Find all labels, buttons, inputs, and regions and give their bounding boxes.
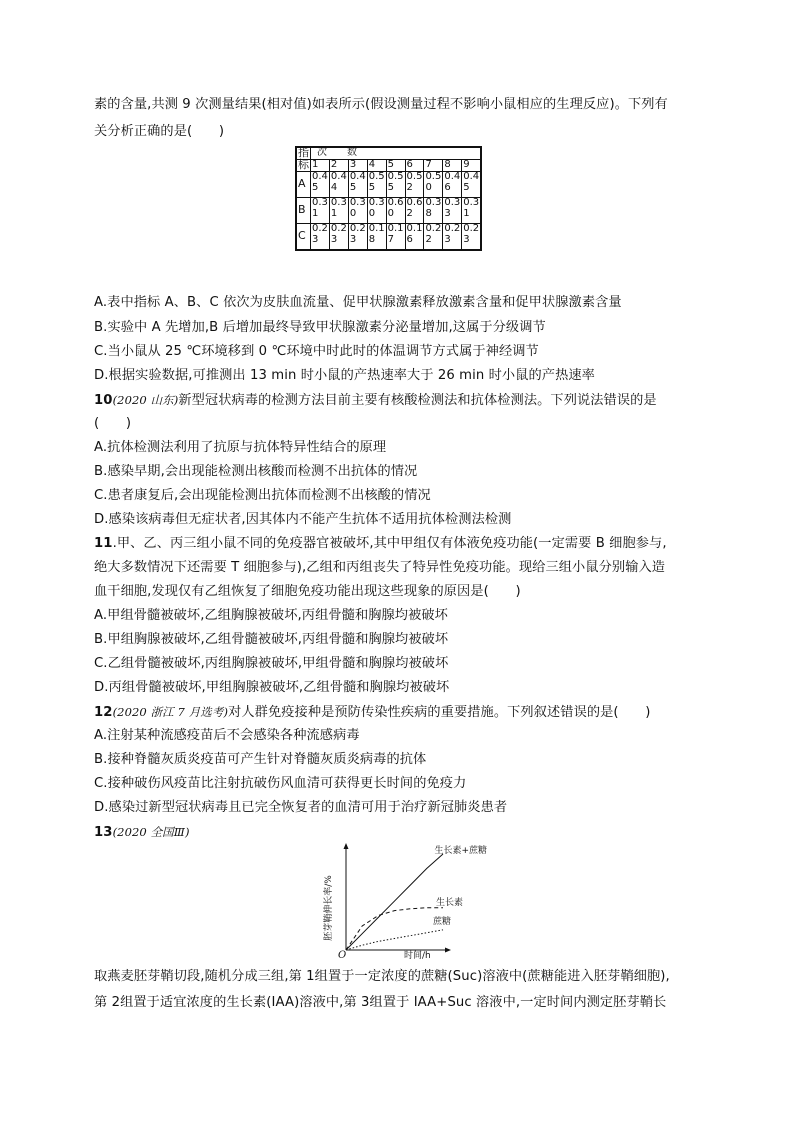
table-cell [443, 224, 462, 251]
table-body [296, 172, 481, 251]
table-cell-line-1: 0.2 [312, 223, 328, 234]
q9-option-a: A.表中指标 A、B、C 依次为皮肤血流量、促甲状腺激素释放激素含量和促甲状腺激素含量 [94, 295, 622, 310]
table-column-header: 3 [348, 160, 367, 172]
table-row [296, 224, 481, 251]
table-cell-line-1: 0.3 [425, 197, 442, 208]
chart-x-axis-arrow [445, 948, 451, 953]
q10-option-c: C.患者康复后,会出现能检测出抗体而检测不出核酸的情况 [94, 488, 431, 503]
table-cell-line-2: 3 [444, 207, 451, 219]
table-cell [462, 224, 481, 251]
q11-stem-line-1 [94, 535, 667, 553]
q10-option-b: B.感染早期,会出现能检测出核酸而检测不出抗体的情况 [94, 464, 418, 479]
q12-option-a: A.注射某种流感疫苗后不会感染各种流感病毒 [94, 728, 360, 743]
q13-source: (2020 全国Ⅲ) [112, 825, 190, 839]
table-cell [348, 224, 367, 251]
q9-option-d: D.根据实验数据,可推测出 13 min 时小鼠的产热速率大于 26 min 时小鼠的产热速率 [94, 368, 595, 383]
q10-stem-line-2: ( ) [94, 416, 132, 431]
q11-option-b: B.甲组胸腺被破坏,乙组骨髓被破坏,丙组骨髓和胸腺均被破坏 [94, 632, 449, 647]
table-row [296, 172, 481, 198]
table-cell-line-2: 3 [312, 233, 319, 245]
table-cell-line-1: 0.5 [425, 171, 442, 182]
table-cell-line-2: 6 [406, 233, 413, 245]
table-cell-line-2: 5 [463, 181, 470, 193]
table-row [296, 198, 481, 224]
table-cell-line-2: 4 [330, 181, 338, 193]
table-header-label: 次 数 [311, 147, 482, 160]
table-cell-line-2: 8 [425, 207, 432, 219]
q10-option-d: D.感染该病毒但无症状者,因其体内不能产生抗体不适用抗体检测法检测 [94, 512, 512, 527]
series-line-3 [346, 930, 443, 950]
measurement-table [295, 146, 482, 251]
table-cell-line-2: 5 [312, 181, 319, 193]
q12-source: (2020 浙江 7 月选考) [112, 705, 229, 719]
table-cell [462, 198, 481, 224]
table-cell-line-2: 5 [368, 181, 376, 193]
table-cell-line-1: 0.4 [312, 171, 328, 182]
chart-x-axis-label: 时间/h [404, 951, 431, 960]
table-cell-line-1: 0.2 [425, 223, 442, 234]
table-cell-line-1: 0.4 [444, 171, 461, 182]
table-cell [405, 198, 424, 224]
q11-option-c: C.乙组骨髓被破坏,丙组胸腺被破坏,甲组骨髓和胸腺均被破坏 [94, 656, 449, 671]
table-cell [311, 224, 330, 251]
table-cell-line-1: 0.2 [463, 223, 480, 234]
q13-stem [94, 823, 190, 842]
table-cell-line-2: 6 [444, 181, 451, 193]
table-cell [329, 198, 348, 224]
q11-option-a: A.甲组骨髓被破坏,乙组胸腺被破坏,丙组骨髓和胸腺均被破坏 [94, 608, 448, 623]
table-cell [367, 198, 386, 224]
q13-text-line-1: 取燕麦胚芽鞘切段,随机分成三组,第 1组置于一定浓度的蔗糖(Suc)溶液中(蔗糖能进入胚芽鞘细胞), [94, 969, 670, 984]
chart-origin-label: O [338, 950, 347, 960]
table-cell-line-1: 0.2 [349, 223, 366, 234]
table-cell-line-2: 0 [387, 207, 394, 219]
table-cell [348, 198, 367, 224]
table-cell-line-1: 0.1 [387, 223, 404, 234]
q10-option-a: A.抗体检测法利用了抗原与抗体特异性结合的原理 [94, 440, 387, 455]
table-cell-line-2: 0 [368, 207, 376, 219]
table-cell-line-2: 5 [349, 181, 357, 193]
q10-stem-text: 新型冠状病毒的检测方法目前主要有核酸检测法和抗体检测法。下列说法错误的是 [178, 393, 657, 408]
q9-stem-line-1: 素的含量,共测 9 次测量结果(相对值)如表所示(假设测量过程不影响小鼠相应的生理反应)。下列有 [94, 97, 668, 112]
table-cell-line-2: 2 [425, 233, 432, 245]
chart-series-group [346, 844, 487, 950]
table-cell [405, 224, 424, 251]
table-cell [348, 172, 367, 198]
table-cell-line-2: 1 [330, 207, 338, 219]
table-cell-line-1: 0.2 [330, 223, 347, 234]
table-cell-line-2: 3 [463, 233, 470, 245]
table-cell-line-1: 0.4 [463, 171, 480, 182]
table-cell-line-1: 0.4 [330, 171, 347, 182]
q11-number: 11 [94, 536, 113, 551]
growth-rate-chart [318, 840, 488, 960]
table-cell-line-1: 0.5 [406, 171, 423, 182]
table-cell [329, 224, 348, 251]
table-column-header: 8 [443, 160, 462, 172]
table-cell-line-2: 0 [425, 181, 432, 193]
table-cell-line-1: 0.5 [368, 171, 385, 182]
table-row-label: C [296, 224, 311, 251]
table-column-header: 7 [424, 160, 443, 172]
table-cell-line-2: 3 [349, 233, 357, 245]
chart-y-axis-arrow [344, 843, 349, 849]
q11-option-d: D.丙组骨髓被破坏,甲组胸腺被破坏,乙组骨髓和胸腺均被破坏 [94, 680, 450, 695]
table-cell-line-1: 0.4 [349, 171, 366, 182]
q10-number: 10 [94, 393, 113, 408]
q13-text-line-2: 第 2组置于适宜浓度的生长素(IAA)溶液中,第 3组置于 IAA+Suc 溶液中,一定时间内测定胚芽鞘长 [94, 995, 667, 1010]
table-row-label: A [296, 172, 311, 198]
series-line-1 [346, 854, 443, 950]
table-cell-line-2: 3 [444, 233, 451, 245]
table-cell-line-2: 2 [406, 207, 413, 219]
table-cell-line-1: 0.3 [463, 197, 480, 208]
table-corner-top: 指 [298, 146, 309, 160]
table-cell-line-1: 0.1 [368, 223, 385, 234]
series-label-1: 生长素+蔗糖 [434, 846, 487, 856]
table-cell-line-2: 3 [330, 233, 338, 245]
q12-option-b: B.接种脊髓灰质炎疫苗可产生针对脊髓灰质炎病毒的抗体 [94, 752, 427, 767]
table-cell [386, 172, 405, 198]
table-column-header: 1 [311, 160, 330, 172]
table-corner-bottom: 标 [298, 158, 309, 172]
table-column-header: 6 [405, 160, 424, 172]
table-cell-line-1: 0.3 [368, 197, 385, 208]
q10-source: (2020 山东) [112, 393, 179, 407]
q13-number: 13 [94, 825, 113, 840]
table-cell [443, 172, 462, 198]
table-cell-line-1: 0.3 [444, 197, 461, 208]
table-cell [386, 198, 405, 224]
series-label-2: 生长素 [435, 897, 463, 908]
table-column-header: 9 [462, 160, 481, 172]
q11-stem-line-2: 绝大多数情况下还需要 T 细胞参与),乙组和丙组丧失了特异性免疫功能。现给三组小鼠分别输入造 [94, 560, 666, 575]
table-column-header: 4 [367, 160, 386, 172]
table-cell [386, 224, 405, 251]
q11-stem-text: .甲、乙、丙三组小鼠不同的免疫器官被破坏,其中甲组仅有体液免疫功能(一定需要 B 细胞参与, [112, 536, 667, 551]
table-cell-line-1: 0.6 [387, 197, 404, 208]
table-cell-line-1: 0.2 [444, 223, 461, 234]
table-row-label: B [296, 198, 311, 224]
table-cell [424, 224, 443, 251]
table-cell-line-1: 0.3 [330, 197, 347, 208]
table-column-header: 2 [329, 160, 348, 172]
q11-stem-line-3: 血干细胞,发现仅有乙组恢复了细胞免疫功能出现这些现象的原因是( ) [94, 584, 521, 599]
q10-stem [94, 391, 657, 410]
series-label-3: 蔗糖 [432, 916, 451, 927]
table-cell [462, 172, 481, 198]
q12-stem-text: 对人群免疫接种是预防传染性疾病的重要措施。下列叙述错误的是( ) [228, 705, 651, 720]
table-cell [367, 224, 386, 251]
table-cell-line-1: 0.3 [349, 197, 366, 208]
q12-stem [94, 703, 651, 722]
q9-option-c: C.当小鼠从 25 ℃环境移到 0 ℃环境中时此时的体温调节方式属于神经调节 [94, 344, 539, 359]
table-cell-line-2: 1 [312, 207, 319, 219]
table-cell-line-1: 0.1 [406, 223, 423, 234]
table-cell-line-1: 0.3 [312, 197, 328, 208]
table-cell [405, 172, 424, 198]
table-cell-line-1: 0.5 [387, 171, 404, 182]
q9-option-b: B.实验中 A 先增加,B 后增加最终导致甲状腺激素分泌量增加,这属于分级调节 [94, 320, 546, 335]
table-cell-line-2: 7 [387, 233, 394, 245]
table-cell [443, 198, 462, 224]
table-cell-line-2: 2 [406, 181, 413, 193]
table-cell [424, 172, 443, 198]
table-cell-line-2: 5 [387, 181, 394, 193]
table-cell [311, 198, 330, 224]
table-cell-line-2: 8 [368, 233, 376, 245]
chart-y-axis-label: 胚芽鞘伸长率/% [324, 875, 334, 941]
table-cell-line-2: 1 [463, 207, 470, 219]
table-cell [329, 172, 348, 198]
q9-stem-line-2: 关分析正确的是( ) [94, 124, 225, 139]
q12-option-c: C.接种破伤风疫苗比注射抗破伤风血清可获得更长时间的免疫力 [94, 776, 467, 791]
table-cell-line-2: 0 [349, 207, 357, 219]
table-cell [367, 172, 386, 198]
q12-option-d: D.感染过新型冠状病毒且已完全恢复者的血清可用于治疗新冠肺炎患者 [94, 800, 508, 815]
q12-number: 12 [94, 705, 113, 720]
table-cell [311, 172, 330, 198]
series-line-2 [346, 908, 443, 950]
table-column-header: 5 [386, 160, 405, 172]
table-cell-line-1: 0.6 [406, 197, 423, 208]
table-cell [424, 198, 443, 224]
